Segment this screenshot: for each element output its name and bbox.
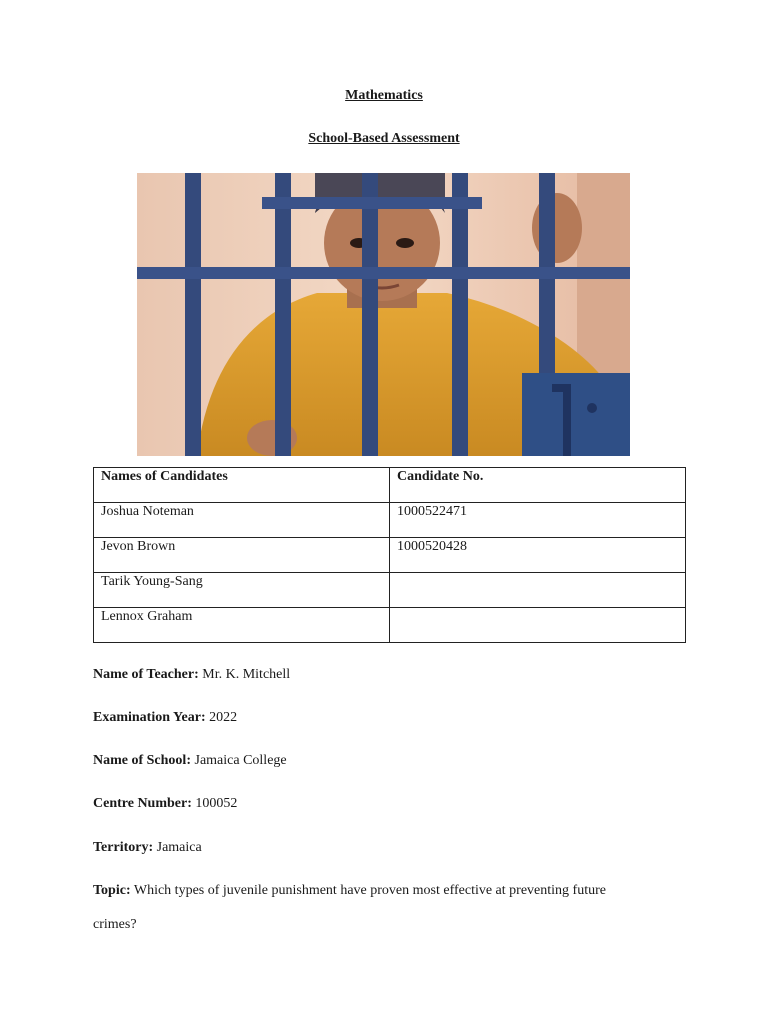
- teacher-label: Name of Teacher:: [93, 667, 199, 682]
- header-names: Names of Candidates: [94, 468, 390, 503]
- territory-label: Territory:: [93, 840, 154, 855]
- school-value: Jamaica College: [194, 753, 287, 768]
- table-row: [94, 608, 686, 643]
- table-row: [94, 573, 686, 608]
- table-row: [94, 503, 686, 538]
- topic-field: [93, 883, 606, 899]
- document-title: Mathematics: [345, 88, 423, 103]
- topic-value: Which types of juvenile punishment have proven most effective at preventing future: [133, 883, 606, 898]
- cover-photo: [137, 173, 630, 456]
- centre-value: 100052: [195, 796, 238, 811]
- candidate-number: [390, 573, 686, 608]
- territory-value: Jamaica: [156, 840, 202, 855]
- candidate-number: 1000522471: [390, 503, 686, 538]
- teacher-value: Mr. K. Mitchell: [202, 667, 291, 682]
- topic-label: Topic:: [93, 883, 131, 898]
- school-field: [93, 753, 287, 769]
- table-header-row: [94, 468, 686, 503]
- centre-label: Centre Number:: [93, 796, 192, 811]
- teacher-field: [93, 667, 290, 683]
- candidate-name: Joshua Noteman: [94, 503, 390, 538]
- candidates-table: [93, 467, 686, 643]
- boy-behind-bars-photo: [137, 173, 630, 456]
- table-row: [94, 538, 686, 573]
- topic-value-continued: crimes?: [93, 917, 137, 932]
- school-label: Name of School:: [93, 753, 191, 768]
- territory-field: [93, 840, 202, 856]
- year-value: 2022: [209, 710, 238, 725]
- candidate-name: Lennox Graham: [94, 608, 390, 643]
- candidate-name: Jevon Brown: [94, 538, 390, 573]
- year-label: Examination Year:: [93, 710, 206, 725]
- candidate-name: Tarik Young-Sang: [94, 573, 390, 608]
- document-subtitle: School-Based Assessment: [308, 131, 460, 146]
- candidate-number: [390, 608, 686, 643]
- candidate-number: 1000520428: [390, 538, 686, 573]
- header-candidate-no: Candidate No.: [390, 468, 686, 503]
- year-field: [93, 710, 237, 726]
- centre-field: [93, 796, 237, 812]
